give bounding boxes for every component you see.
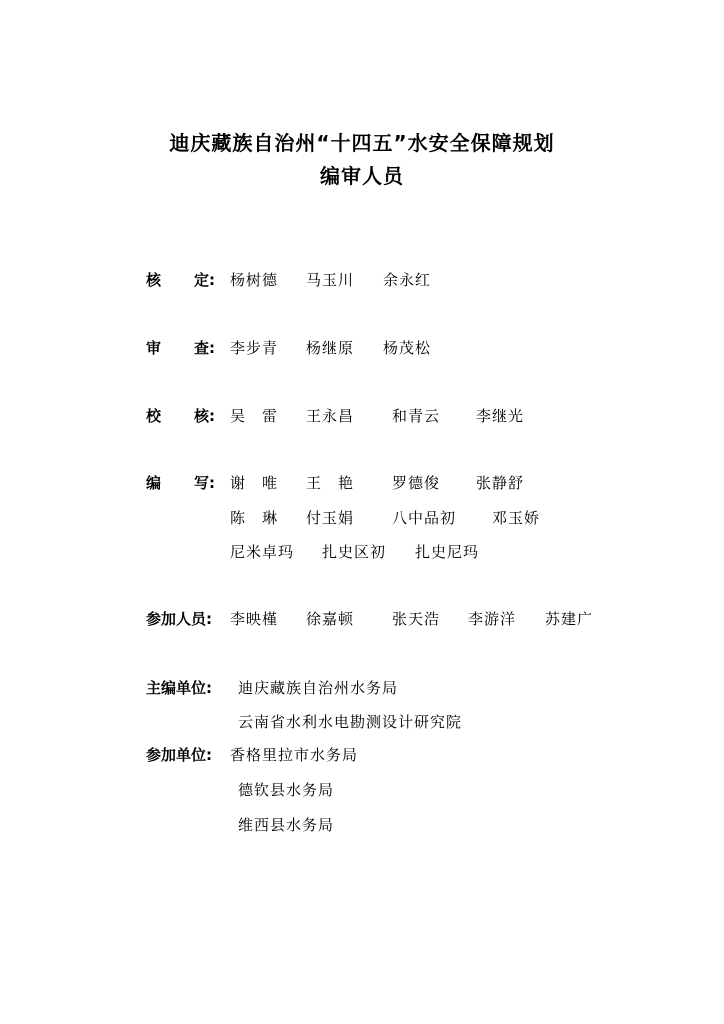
participant-name: 李游洋 — [468, 610, 517, 628]
role-label-write: 编 写: — [146, 474, 216, 492]
write-name: 罗德俊 — [392, 474, 441, 492]
participating-unit: 德钦县水务局 — [238, 781, 335, 799]
main-unit: 云南省水利水电勘测设计研究院 — [238, 713, 463, 731]
verify-name: 马玉川 — [306, 271, 355, 289]
verify-name: 余永红 — [383, 271, 432, 289]
document-title: 迪庆藏族自治州“十四五”水安全保障规划 — [169, 131, 555, 155]
document-subtitle: 编审人员 — [320, 164, 404, 188]
participant-name: 张天浩 — [392, 610, 441, 628]
review-name: 李步青 — [230, 339, 279, 357]
role-label-verify: 核 定: — [146, 271, 216, 289]
role-label-review: 审 查: — [146, 339, 216, 357]
verify-name: 杨树德 — [230, 271, 279, 289]
write-name: 谢 唯 — [230, 474, 279, 492]
write-name: 扎史尼玛 — [415, 543, 480, 561]
unit-label-participating: 参加单位: — [146, 746, 212, 764]
write-name: 王 艳 — [306, 474, 355, 492]
write-name: 尼米卓玛 — [230, 543, 295, 561]
proof-name: 王永昌 — [306, 407, 355, 425]
participant-name: 李映槿 — [230, 610, 279, 628]
role-label-proof: 校 核: — [146, 407, 216, 425]
write-name: 付玉娟 — [306, 509, 355, 527]
proof-name: 吴 雷 — [230, 407, 279, 425]
review-name: 杨茂松 — [383, 339, 432, 357]
participant-name: 徐嘉顿 — [306, 610, 355, 628]
proof-name: 和青云 — [392, 407, 441, 425]
write-name: 邓玉娇 — [492, 509, 541, 527]
participating-unit: 维西县水务局 — [238, 816, 335, 834]
write-name: 八中品初 — [392, 509, 457, 527]
role-label-participants: 参加人员: — [146, 610, 213, 628]
participating-unit: 香格里拉市水务局 — [230, 746, 359, 764]
main-unit: 迪庆藏族自治州水务局 — [238, 679, 399, 697]
unit-label-main: 主编单位: — [146, 679, 212, 697]
write-name: 扎史区初 — [322, 543, 387, 561]
write-name: 张静舒 — [476, 474, 525, 492]
review-name: 杨继原 — [306, 339, 355, 357]
write-name: 陈 琳 — [230, 509, 279, 527]
proof-name: 李继光 — [476, 407, 525, 425]
participant-name: 苏建广 — [545, 610, 594, 628]
